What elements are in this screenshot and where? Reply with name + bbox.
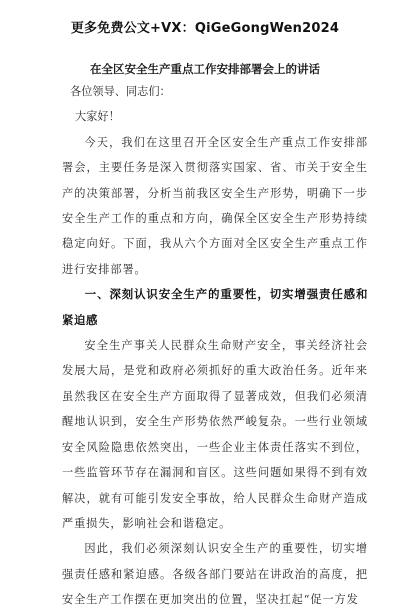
document-body bbox=[62, 79, 368, 613]
salutation: 各位领导、同志们： bbox=[70, 85, 171, 98]
greeting: 大家好！ bbox=[75, 110, 120, 124]
paragraph-safety-importance: 安全生产事关人民群众生命财产安全，事关经济社会发展大局，是党和政府必须抓好的重大政治任务。近年来虽然我区在安全生产方面取得了显著成效，但我们必须清醒地认识到，安全生产形势依然严峻复杂。一些行业领域安全风险隐患依然突出，一些企业主体责任落实不到位，一些监管环节存在漏洞和盲区。这些问题如果得不到有效解决，就有可能引发安全事故，给人民群众生命财产造成严重损失，影响社会和谐稳定。 bbox=[62, 339, 368, 530]
promo-banner: 更多免费公文+VX：QiGeGongWen2024 bbox=[70, 21, 340, 36]
document-title: 在全区安全生产重点工作安排部署会上的讲话 bbox=[90, 62, 320, 76]
paragraph-responsibility: 因此，我们必须深刻认识安全生产的重要性，切实增强责任感和紧迫感。各级各部门要站在讲政治的高度，把安全生产工作摆在更加突出的位置，坚决扛起“促一方发 bbox=[62, 542, 368, 607]
paragraph-intro: 今天，我们在这里召开全区安全生产重点工作安排部署会，主要任务是深入贯彻落实国家、省、市关于安全生产的决策部署，分析当前我区安全生产形势，明确下一步安全生产工作的重点和方向，确保全区安全生产形势持续稳定向好。下面，我从六个方面对全区安全生产重点工作进行安排部署。 bbox=[62, 135, 368, 276]
section-heading-1: 一、深刻认识安全生产的重要性，切实增强责任感和紧迫感 bbox=[62, 287, 368, 327]
